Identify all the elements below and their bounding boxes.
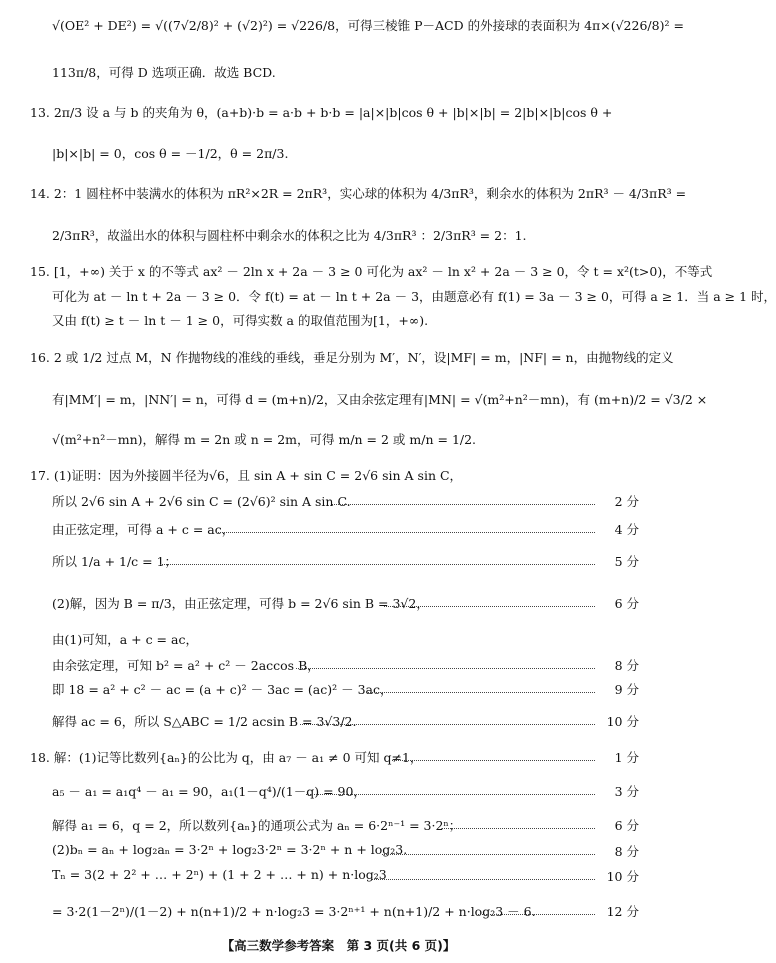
solution-line: 2/3πR³，故溢出水的体积与圆柱杯中剩余水的体积之比为 4/3πR³ ：2/3πR³ = 2：1. [52,228,527,243]
score-label: 8 分 [614,658,639,673]
score-label: 9 分 [614,682,639,697]
leader-dots [382,854,595,855]
solution-line: |b|×|b| = 0，cos θ = －1/2，θ = 2π/3. [52,146,289,161]
leader-dots [300,724,595,725]
page-footer: 【高三数学参考答案 第 3 页(共 6 页)】 [221,938,456,953]
solution-line: Tₙ = 3(2 + 2² + … + 2ⁿ) + (1 + 2 + … + n) + n·log₂3 [52,867,387,882]
score-label: 5 分 [614,554,639,569]
score-label: 1 分 [614,750,639,765]
solution-line: 又由 f(t) ≥ t － ln t － 1 ≥ 0，可得实数 a 的取值范围为[1，+∞). [52,313,429,328]
score-label: 6 分 [614,596,639,611]
solution-line: 所以 1/a + 1/c = 1； [52,554,178,569]
solution-line: 18. 解：(1)记等比数列{aₙ}的公比为 q，由 a₇ － a₁ ≠ 0 可知 q≠1， [30,750,423,765]
solution-line: 113π/8，可得 D 选项正确．故选 BCD. [52,65,276,80]
leader-dots [442,828,595,829]
score-label: 6 分 [614,818,639,833]
solution-line: 由(1)可知，a + c = ac， [52,632,198,647]
solution-line: 可化为 at － ln t + 2a － 3 ≥ 0．令 f(t) = at － ln t + 2a － 3，由题意必有 f(1) = 3a － 3 ≥ 0，可得 a ≥ 1．当 a ≥ 1 时， [52,289,776,304]
leader-dots [384,606,595,607]
solution-line: √(m²+n²－mn)，解得 m = 2n 或 n = 2m，可得 m/n = 2 或 m/n = 1/2. [52,432,477,447]
leader-dots [306,794,595,795]
solution-line: 13. 2π/3 设 a 与 b 的夹角为 θ，(a+b)·b = a·b + b·b = |a|×|b|cos θ + |b|×|b| = 2|b|×|b|cos θ + [30,105,613,120]
score-label: 10 分 [606,869,639,884]
score-label: 3 分 [614,784,639,799]
solution-line: 解得 a₁ = 6，q = 2，所以数列{aₙ}的通项公式为 aₙ = 6·2ⁿ⁻¹ = 3·2ⁿ； [52,818,462,833]
solution-line: 由余弦定理，可知 b² = a² + c² － 2accos B， [52,658,320,673]
leader-dots [332,504,595,505]
solution-line: 14. 2：1 圆柱杯中装满水的体积为 πR²×2R = 2πR³，实心球的体积为 4/3πR³，剩余水的体积为 2πR³ － 4/3πR³ = [30,186,687,201]
solution-line: 15. [1，+∞) 关于 x 的不等式 ax² － 2ln x + 2a － 3 ≥ 0 可化为 ax² － ln x² + 2a － 3 ≥ 0，令 t = x²(t>0)，不等式 [30,264,713,279]
solution-line: = 3·2(1－2ⁿ)/(1－2) + n(n+1)/2 + n·log₂3 = 3·2ⁿ⁺¹ + n(n+1)/2 + n·log₂3 － 6. [52,904,536,919]
solution-line: (2)bₙ = aₙ + log₂aₙ = 3·2ⁿ + log₂3·2ⁿ = 3·2ⁿ + n + log₂3. [52,842,408,857]
score-label: 8 分 [614,844,639,859]
leader-dots [160,564,595,565]
solution-line: 所以 2√6 sin A + 2√6 sin C = (2√6)² sin A sin C. [52,494,351,509]
solution-line: 17. (1)证明：因为外接圆半径为√6，且 sin A + sin C = 2√6 sin A sin C， [30,468,463,483]
leader-dots [372,879,595,880]
solution-line: 由正弦定理，可得 a + c = ac， [52,522,235,537]
score-label: 10 分 [606,714,639,729]
leader-dots [296,668,595,669]
solution-line: √(OE² + DE²) = √((7√2/8)² + (√2)²) = √226/8，可得三棱锥 P－ACD 的外接球的表面积为 4π×(√226/8)² = [52,18,684,33]
score-label: 2 分 [614,494,639,509]
solution-line: 有|MM′| = m，|NN′| = n，可得 d = (m+n)/2，又由余弦定理有|MN| = √(m²+n²－mn)，有 (m+n)/2 = √3/2 × [52,392,708,407]
leader-dots [478,914,595,915]
solution-line: (2)解，因为 B = π/3，由正弦定理，可得 b = 2√6 sin B = 3√2， [52,596,429,611]
leader-dots [366,692,595,693]
score-label: 12 分 [606,904,639,919]
solution-line: 16. 2 或 1/2 过点 M，N 作抛物线的准线的垂线，垂足分别为 M′，N′，设|MF| = m，|NF| = n，由抛物线的定义 [30,350,674,365]
score-label: 4 分 [614,522,639,537]
leader-dots [216,532,595,533]
solution-line: 解得 ac = 6，所以 S△ABC = 1/2 acsin B = 3√3/2. [52,714,357,729]
solution-line: 即 18 = a² + c² － ac = (a + c)² － 3ac = (ac)² － 3ac， [52,682,393,697]
solution-line: a₅ － a₁ = a₁q⁴ － a₁ = 90，a₁(1－q⁴)/(1－q) = 90， [52,784,366,799]
leader-dots [392,760,595,761]
